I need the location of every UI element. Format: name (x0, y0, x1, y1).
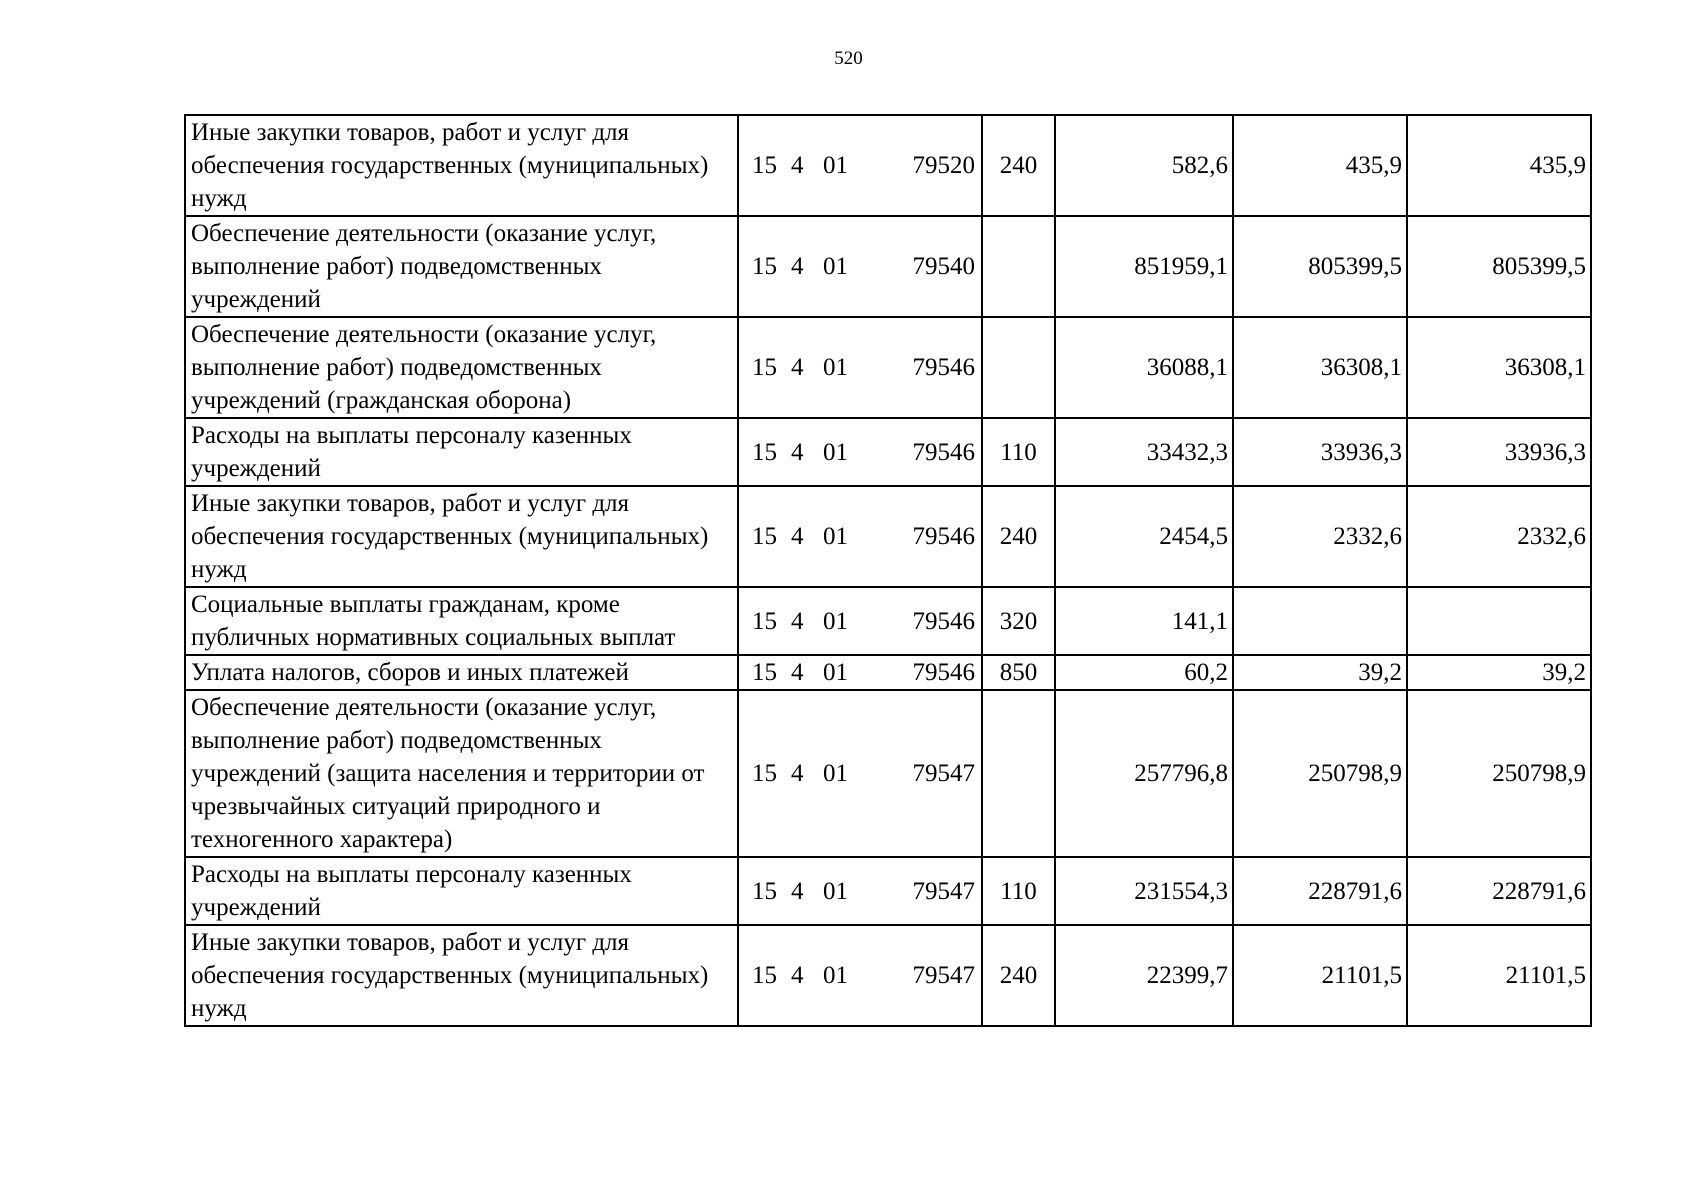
expense-name-cell: Обеспечение деятельности (оказание услуг, выполнение работ) подведомственных учреждений (гражданская оборона) (185, 317, 738, 418)
expense-direction-code: 79520 (912, 152, 975, 179)
amount-year-1-cell: 257796,8 (1055, 690, 1233, 857)
expense-name-cell: Обеспечение деятельности (оказание услуг, выполнение работ) подведомственных учреждений (185, 216, 738, 317)
expense-type-code-cell (982, 317, 1055, 418)
table-row (185, 587, 1591, 655)
expense-direction-code: 79547 (912, 760, 975, 787)
classification-code-cell (738, 317, 982, 418)
amount-year-2-cell (1233, 587, 1407, 655)
expense-direction-code: 79547 (912, 877, 975, 905)
expense-name-cell: Расходы на выплаты персоналу казенных учреждений (185, 857, 738, 925)
table-row (185, 925, 1591, 1026)
program-code: 15 (752, 659, 777, 686)
expense-name-cell: Иные закупки товаров, работ и услуг для обеспечения государственных (муниципальных) нужд (185, 486, 738, 587)
table-row (185, 857, 1591, 925)
program-code: 15 (752, 438, 777, 466)
expense-name-cell: Иные закупки товаров, работ и услуг для обеспечения государственных (муниципальных) нужд (185, 115, 738, 216)
expense-name-cell: Социальные выплаты гражданам, кроме публичных нормативных социальных выплат (185, 587, 738, 655)
program-code: 15 (752, 354, 777, 381)
amount-year-2-cell: 228791,6 (1233, 857, 1407, 925)
main-activity-code: 01 (823, 659, 848, 686)
amount-year-1-cell: 141,1 (1055, 587, 1233, 655)
amount-year-2-cell: 39,2 (1233, 655, 1407, 690)
table-row (185, 690, 1591, 857)
expense-name-cell: Иные закупки товаров, работ и услуг для обеспечения государственных (муниципальных) нужд (185, 925, 738, 1026)
budget-table (184, 114, 1592, 1027)
program-code: 15 (752, 152, 777, 179)
amount-year-1-cell: 33432,3 (1055, 418, 1233, 486)
classification-code-cell (738, 418, 982, 486)
expense-direction-code: 79540 (912, 253, 975, 280)
amount-year-1-cell: 851959,1 (1055, 216, 1233, 317)
amount-year-3-cell (1407, 587, 1591, 655)
subprogram-code: 4 (791, 962, 804, 989)
expense-direction-code: 79546 (912, 354, 975, 381)
expense-name-cell: Расходы на выплаты персоналу казенных учреждений (185, 418, 738, 486)
classification-code-cell (738, 690, 982, 857)
amount-year-1-cell: 60,2 (1055, 655, 1233, 690)
expense-type-code-cell: 110 (982, 418, 1055, 486)
table-row (185, 317, 1591, 418)
classification-code-cell (738, 925, 982, 1026)
table-row (185, 655, 1591, 690)
subprogram-code: 4 (791, 253, 804, 280)
classification-code-cell (738, 857, 982, 925)
amount-year-2-cell: 33936,3 (1233, 418, 1407, 486)
expense-type-code-cell: 850 (982, 655, 1055, 690)
amount-year-2-cell: 435,9 (1233, 115, 1407, 216)
classification-code-cell (738, 216, 982, 317)
subprogram-code: 4 (791, 152, 804, 179)
subprogram-code: 4 (791, 659, 804, 686)
page-number: 520 (834, 48, 863, 69)
amount-year-2-cell: 250798,9 (1233, 690, 1407, 857)
amount-year-1-cell: 231554,3 (1055, 857, 1233, 925)
subprogram-code: 4 (791, 523, 804, 550)
expense-type-code-cell: 240 (982, 925, 1055, 1026)
program-code: 15 (752, 962, 777, 989)
amount-year-1-cell: 582,6 (1055, 115, 1233, 216)
expense-type-code-cell: 320 (982, 587, 1055, 655)
table-row (185, 216, 1591, 317)
amount-year-1-cell: 2454,5 (1055, 486, 1233, 587)
expense-type-code-cell (982, 690, 1055, 857)
amount-year-2-cell: 2332,6 (1233, 486, 1407, 587)
main-activity-code: 01 (823, 523, 848, 550)
amount-year-2-cell: 36308,1 (1233, 317, 1407, 418)
expense-type-code-cell (982, 216, 1055, 317)
expense-direction-code: 79547 (912, 962, 975, 989)
table-row (185, 115, 1591, 216)
main-activity-code: 01 (823, 152, 848, 179)
main-activity-code: 01 (823, 354, 848, 381)
expense-direction-code: 79546 (912, 438, 975, 466)
expense-direction-code: 79546 (912, 607, 975, 635)
main-activity-code: 01 (823, 438, 848, 466)
amount-year-3-cell: 33936,3 (1407, 418, 1591, 486)
classification-code-cell (738, 115, 982, 216)
table-row (185, 486, 1591, 587)
subprogram-code: 4 (791, 607, 804, 635)
program-code: 15 (752, 253, 777, 280)
subprogram-code: 4 (791, 877, 804, 905)
expense-name-cell: Обеспечение деятельности (оказание услуг, выполнение работ) подведомственных учреждений (защита населения и территории от чрезвычайных ситуаций природного и техногенного характера) (185, 690, 738, 857)
program-code: 15 (752, 760, 777, 787)
table-row (185, 418, 1591, 486)
expense-type-code-cell: 240 (982, 486, 1055, 587)
amount-year-1-cell: 36088,1 (1055, 317, 1233, 418)
expense-direction-code: 79546 (912, 523, 975, 550)
subprogram-code: 4 (791, 760, 804, 787)
subprogram-code: 4 (791, 354, 804, 381)
classification-code-cell (738, 587, 982, 655)
program-code: 15 (752, 523, 777, 550)
program-code: 15 (752, 877, 777, 905)
amount-year-3-cell: 228791,6 (1407, 857, 1591, 925)
amount-year-2-cell: 805399,5 (1233, 216, 1407, 317)
amount-year-2-cell: 21101,5 (1233, 925, 1407, 1026)
amount-year-3-cell: 39,2 (1407, 655, 1591, 690)
main-activity-code: 01 (823, 253, 848, 280)
amount-year-3-cell: 805399,5 (1407, 216, 1591, 317)
expense-direction-code: 79546 (912, 659, 975, 686)
amount-year-3-cell: 21101,5 (1407, 925, 1591, 1026)
amount-year-3-cell: 36308,1 (1407, 317, 1591, 418)
classification-code-cell (738, 655, 982, 690)
amount-year-3-cell: 2332,6 (1407, 486, 1591, 587)
program-code: 15 (752, 607, 777, 635)
expense-type-code-cell: 240 (982, 115, 1055, 216)
expense-name-cell: Уплата налогов, сборов и иных платежей (185, 655, 738, 690)
expense-type-code-cell: 110 (982, 857, 1055, 925)
subprogram-code: 4 (791, 438, 804, 466)
amount-year-3-cell: 435,9 (1407, 115, 1591, 216)
amount-year-3-cell: 250798,9 (1407, 690, 1591, 857)
main-activity-code: 01 (823, 877, 848, 905)
classification-code-cell (738, 486, 982, 587)
main-activity-code: 01 (823, 962, 848, 989)
amount-year-1-cell: 22399,7 (1055, 925, 1233, 1026)
main-activity-code: 01 (823, 607, 848, 635)
main-activity-code: 01 (823, 760, 848, 787)
